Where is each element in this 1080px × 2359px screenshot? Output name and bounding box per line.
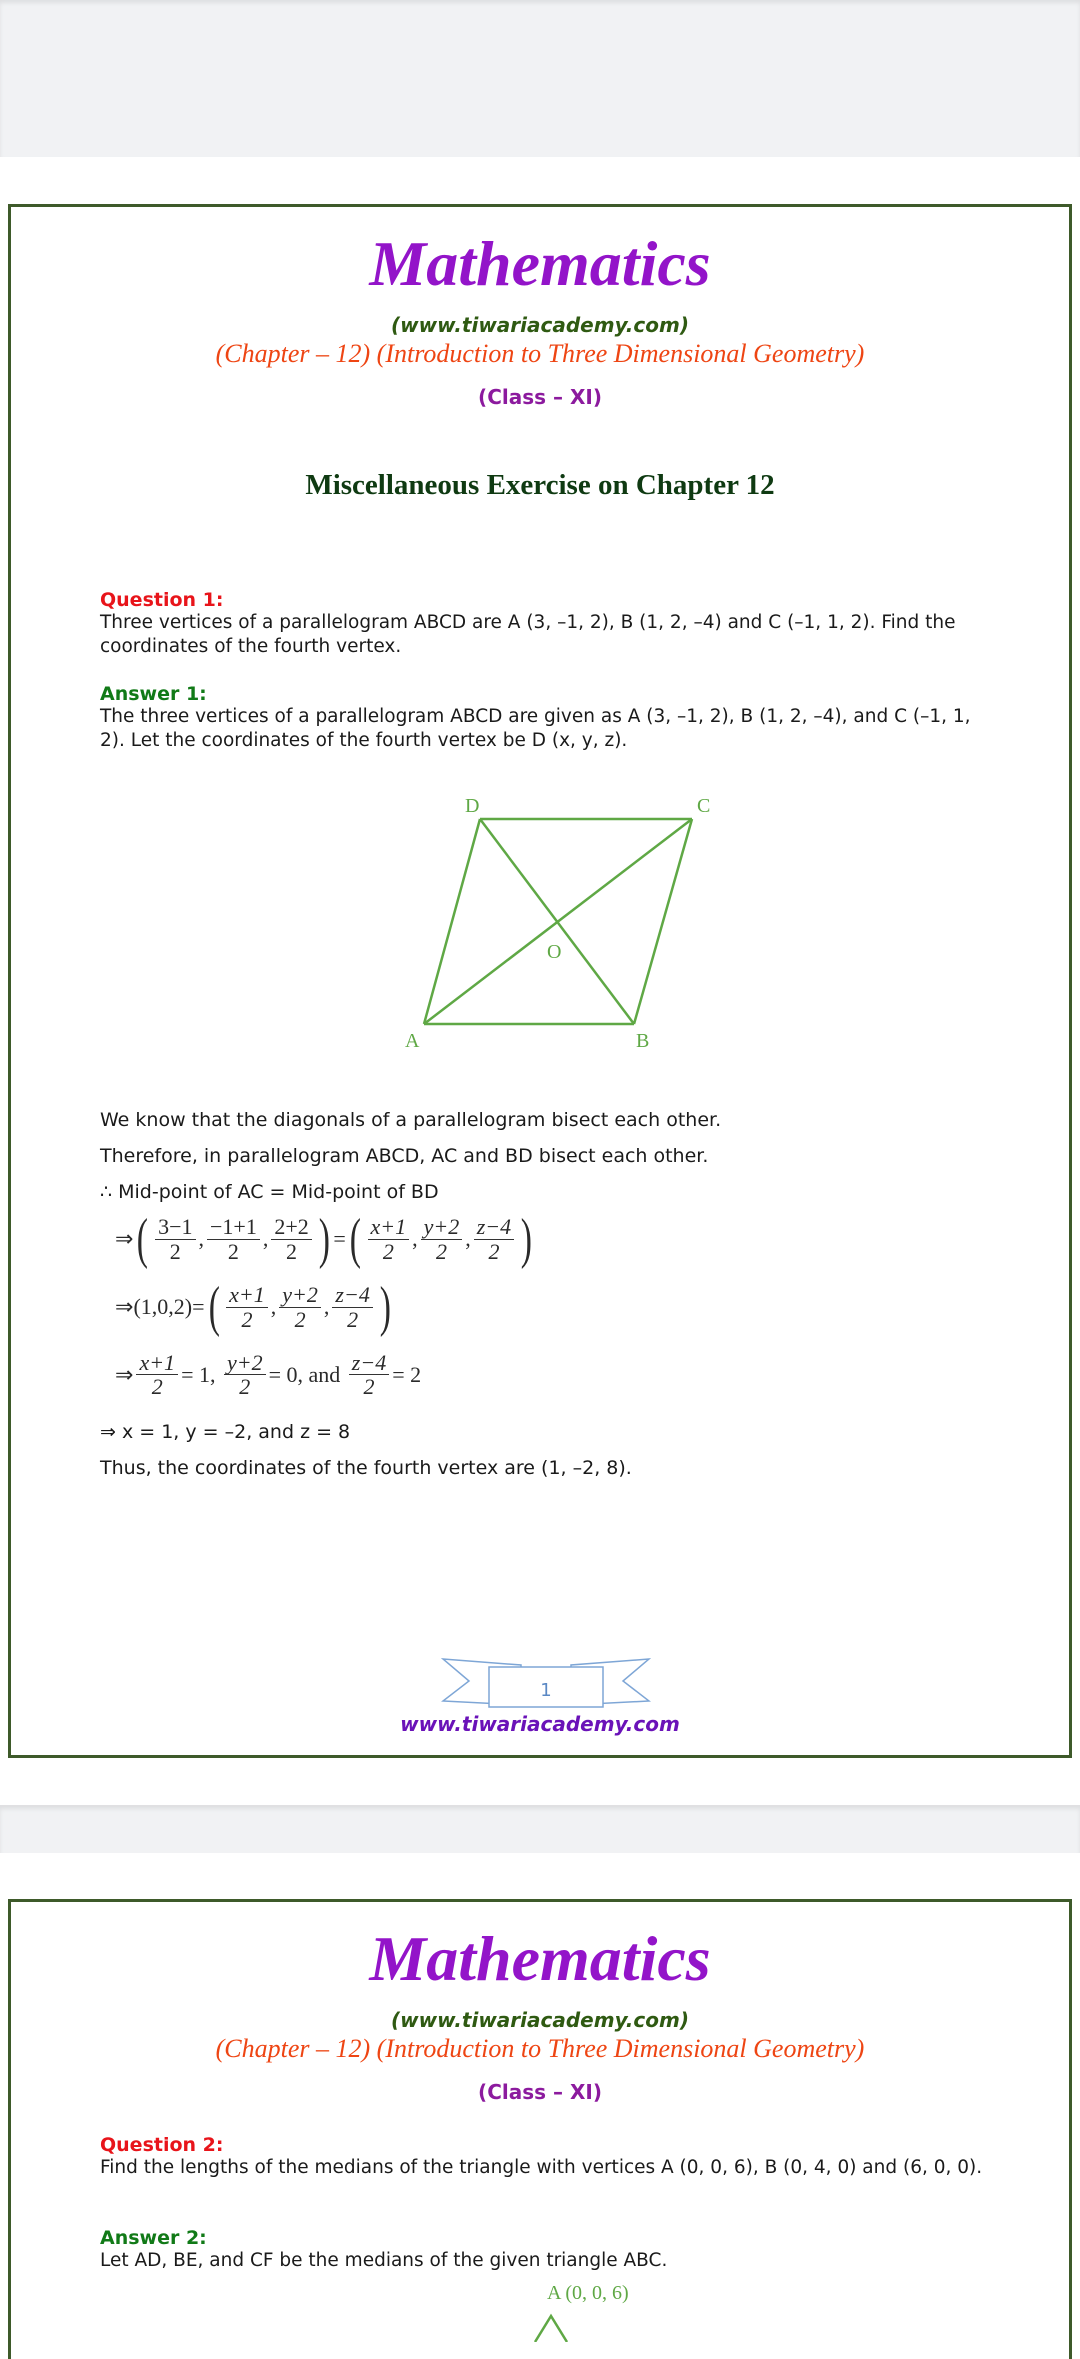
- triangle-diagram: [531, 2312, 571, 2342]
- answer-label: Answer 1:: [100, 683, 207, 705]
- header-site-link: (www.tiwariacademy.com): [391, 313, 689, 337]
- solution-line-2: Therefore, in parallelogram ABCD, AC and BD bisect each other.: [100, 1145, 709, 1167]
- document-page-1[interactable]: [8, 204, 1072, 1758]
- solution-line-1: We know that the diagonals of a parallelogram bisect each other.: [100, 1109, 722, 1131]
- parallelogram-diagram: [391, 787, 731, 1047]
- result-line: ⇒ x = 1, y = –2, and z = 8: [100, 1421, 351, 1443]
- center-label-o: O: [547, 941, 562, 963]
- viewer-background-top: [0, 0, 1080, 157]
- chapter-heading: (Chapter – 12) (Introduction to Three Dimensional Geometry): [215, 339, 865, 368]
- vertex-label-c: C: [697, 795, 711, 817]
- vertex-label-a: A: [405, 1030, 420, 1047]
- page-title: Mathematics: [369, 1923, 711, 1994]
- answer-label: Answer 2:: [100, 2227, 207, 2249]
- equation-3: ⇒ $\frac{x+1}{2}$ = 1, $\frac{y+2}{2}$ = 0, and $\frac{z-4}{2}$ = 2: [115, 1350, 422, 1400]
- page-number-ribbon-icon: [441, 1653, 651, 1713]
- answer-text: The three vertices of a parallelogram ABCD are given as A (3, –1, 2), B (1, 2, –4), and C (–1, 1, 2). Let the coordinates of the fourth vertex be D (x, y, z).: [100, 706, 971, 751]
- triangle-vertex-a-label: A (0, 0, 6): [547, 2282, 629, 2304]
- vertex-label-b: B: [636, 1030, 650, 1047]
- class-label: (Class – XI): [478, 385, 602, 409]
- page-number: 1: [540, 1680, 552, 1701]
- header-site-link: (www.tiwariacademy.com): [391, 2008, 689, 2032]
- document-page-2[interactable]: [8, 1899, 1072, 2359]
- footer-site-link[interactable]: www.tiwariacademy.com: [400, 1712, 680, 1736]
- question-label: Question 1:: [100, 589, 224, 611]
- vertex-label-d: D: [465, 795, 480, 817]
- page-title: Mathematics: [369, 228, 711, 299]
- page-gap: [0, 1805, 1080, 1853]
- solution-line-3: ∴ Mid-point of AC = Mid-point of BD: [100, 1181, 439, 1203]
- question-label: Question 2:: [100, 2134, 224, 2156]
- equation-2: ⇒ (1,0,2) = ( $\frac{x+1}{2}$ , $\frac{y+2}{2}$ , $\frac{z-4}{2}$ ): [115, 1276, 391, 1338]
- question-text: Three vertices of a parallelogram ABCD are A (3, –1, 2), B (1, 2, –4) and C (–1, 1, 2). Find the coordinates of the fourth vertex.: [100, 612, 956, 657]
- conclusion-line: Thus, the coordinates of the fourth vertex are (1, –2, 8).: [100, 1457, 632, 1479]
- answer-text: Let AD, BE, and CF be the medians of the given triangle ABC.: [100, 2250, 668, 2271]
- question-text: Find the lengths of the medians of the triangle with vertices A (0, 0, 6), B (0, 4, 0) and (6, 0, 0).: [100, 2157, 983, 2178]
- chapter-heading: (Chapter – 12) (Introduction to Three Dimensional Geometry): [215, 2034, 865, 2063]
- equation-1: ⇒ ( $\frac{3-1}{2}$ , $\frac{-1+1}{2}$ , $\frac{2+2}{2}$ ) = ( $\frac{x+1}{2}$ , $\frac{y+2}{2}$ , $\frac{z-4}{2}$ ): [115, 1208, 533, 1270]
- exercise-title: Miscellaneous Exercise on Chapter 12: [305, 469, 775, 501]
- class-label: (Class – XI): [478, 2080, 602, 2104]
- implies-arrow: ⇒: [115, 1226, 134, 1251]
